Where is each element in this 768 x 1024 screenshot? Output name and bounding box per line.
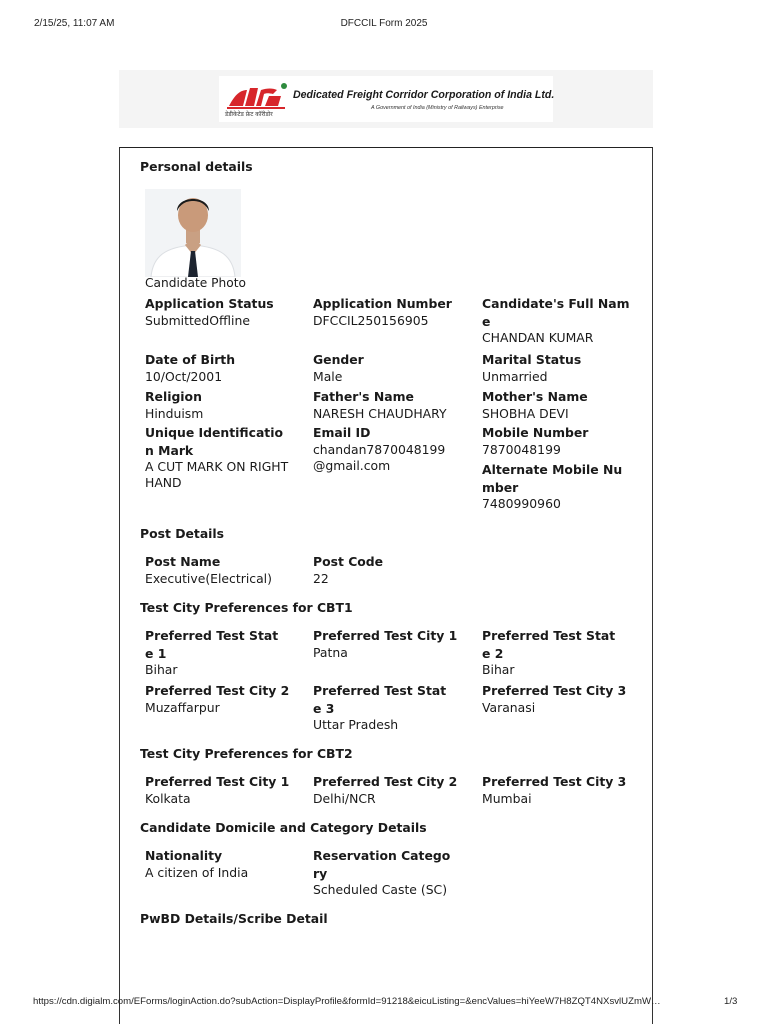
field-label: Preferred Test State 3 xyxy=(313,683,447,716)
field-label: Gender xyxy=(313,352,364,367)
field-cbt1-state-1 xyxy=(145,627,285,678)
candidate-photo xyxy=(145,189,241,277)
field-value: 10/Oct/2001 xyxy=(145,368,223,384)
field-label: Mobile Number xyxy=(482,425,589,440)
field-value: A citizen of India xyxy=(145,864,249,880)
field-label: Application Status xyxy=(145,296,274,311)
field-value: CHANDAN KUMAR xyxy=(482,330,594,345)
field-label: Preferred Test City 3 xyxy=(482,683,627,698)
field-post-name xyxy=(145,553,305,587)
field-value: Bihar xyxy=(145,662,178,677)
field-email-id xyxy=(313,424,453,474)
field-label: Reservation Category xyxy=(313,848,451,881)
field-value: DFCCIL250156905 xyxy=(313,312,429,328)
field-value: 7480990960 xyxy=(482,496,561,511)
section-cbt1-preferences: Test City Preferences for CBT1 xyxy=(140,600,353,615)
field-cbt1-city-1 xyxy=(313,627,473,661)
field-label: Mother's Name xyxy=(482,389,588,404)
field-value: A CUT MARK ON RIGHT HAND xyxy=(145,459,289,490)
field-value: Executive(Electrical) xyxy=(145,570,272,586)
logo-org-subtitle: A Government of India (Ministry of Railways) Enterprise xyxy=(371,105,504,111)
field-value: Patna xyxy=(313,644,348,660)
field-value: Muzaffarpur xyxy=(145,699,220,715)
field-religion xyxy=(145,388,305,422)
field-label: Preferred Test City 3 xyxy=(482,774,627,789)
field-application-status xyxy=(145,295,305,329)
field-cbt2-city-1 xyxy=(145,773,305,807)
header-banner xyxy=(119,70,653,128)
field-mother-name xyxy=(482,388,632,422)
field-value: chandan7870048199@gmail.com xyxy=(313,441,446,473)
photo-caption: Candidate Photo xyxy=(145,276,246,290)
field-cbt1-city-3 xyxy=(482,682,642,716)
field-label: Preferred Test City 1 xyxy=(313,628,458,643)
field-label: Preferred Test City 2 xyxy=(145,683,290,698)
field-value: NARESH CHAUDHARY xyxy=(313,405,447,421)
print-footer-url: https://cdn.digialm.com/EForms/loginAction.do?subAction=DisplayProfile&formId=91218&eicuListing=&encValues=hiYeeW7H8ZQT4NXsvlUZmW… xyxy=(33,996,661,1007)
field-value: Unmarried xyxy=(482,368,548,384)
field-label: Preferred Test City 1 xyxy=(145,774,290,789)
logo-hindi-name: डेडीकेटेड फ्रेट कॉरीडोर xyxy=(225,111,273,118)
field-label: Alternate Mobile Number xyxy=(482,462,623,495)
field-label: Nationality xyxy=(145,848,223,863)
section-cbt2-preferences: Test City Preferences for CBT2 xyxy=(140,746,353,761)
field-cbt2-city-2 xyxy=(313,773,473,807)
field-label: Candidate's Full Name xyxy=(482,296,630,329)
field-nationality xyxy=(145,847,305,881)
field-value: Varanasi xyxy=(482,699,536,715)
field-value: Mumbai xyxy=(482,790,532,806)
field-label: Post Name xyxy=(145,554,221,569)
field-value: Uttar Pradesh xyxy=(313,717,399,732)
section-post-details: Post Details xyxy=(140,526,225,541)
field-label: Marital Status xyxy=(482,352,582,367)
field-label: Application Number xyxy=(313,296,452,311)
field-cbt1-city-2 xyxy=(145,682,305,716)
field-value: Male xyxy=(313,368,343,384)
field-value: Kolkata xyxy=(145,790,191,806)
field-value: Bihar xyxy=(482,662,515,677)
field-value: SubmittedOffline xyxy=(145,312,250,328)
dfccil-logo xyxy=(219,76,553,122)
field-value: Delhi/NCR xyxy=(313,790,376,806)
field-label: Unique Identification Mark xyxy=(145,425,283,458)
field-application-number xyxy=(313,295,473,329)
field-value: SHOBHA DEVI xyxy=(482,405,569,421)
field-label: Preferred Test City 2 xyxy=(313,774,458,789)
field-value: Hinduism xyxy=(145,405,204,421)
field-value: 22 xyxy=(313,570,329,586)
print-datetime: 2/15/25, 11:07 AM xyxy=(34,18,115,29)
field-label: Preferred Test State 2 xyxy=(482,628,616,661)
field-label: Date of Birth xyxy=(145,352,236,367)
field-value: 7870048199 xyxy=(482,441,561,457)
field-label: Religion xyxy=(145,389,202,404)
field-identification-mark xyxy=(145,424,290,491)
field-cbt1-state-2 xyxy=(482,627,622,678)
field-mobile-number xyxy=(482,424,632,458)
field-date-of-birth xyxy=(145,351,305,385)
field-reservation-category xyxy=(313,847,455,898)
print-doc-title: DFCCIL Form 2025 xyxy=(340,18,428,29)
section-domicile-category: Candidate Domicile and Category Details xyxy=(140,820,427,835)
field-value: Scheduled Caste (SC) xyxy=(313,882,448,897)
field-full-name xyxy=(482,295,632,346)
field-cbt2-city-3 xyxy=(482,773,642,807)
field-gender xyxy=(313,351,473,385)
section-personal-details: Personal details xyxy=(140,159,253,174)
field-marital-status xyxy=(482,351,632,385)
logo-org-name: Dedicated Freight Corridor Corporation of India Ltd. xyxy=(293,89,555,101)
field-label: Preferred Test State 1 xyxy=(145,628,279,661)
field-label: Email ID xyxy=(313,425,371,440)
section-pwbd-details: PwBD Details/Scribe Detail xyxy=(140,911,328,926)
field-label: Post Code xyxy=(313,554,384,569)
print-page-number: 1/3 xyxy=(724,996,738,1007)
field-cbt1-state-3 xyxy=(313,682,453,733)
field-alternate-mobile xyxy=(482,461,632,512)
field-post-code xyxy=(313,553,473,587)
field-label: Father's Name xyxy=(313,389,414,404)
print-header xyxy=(0,18,768,32)
field-father-name xyxy=(313,388,473,422)
